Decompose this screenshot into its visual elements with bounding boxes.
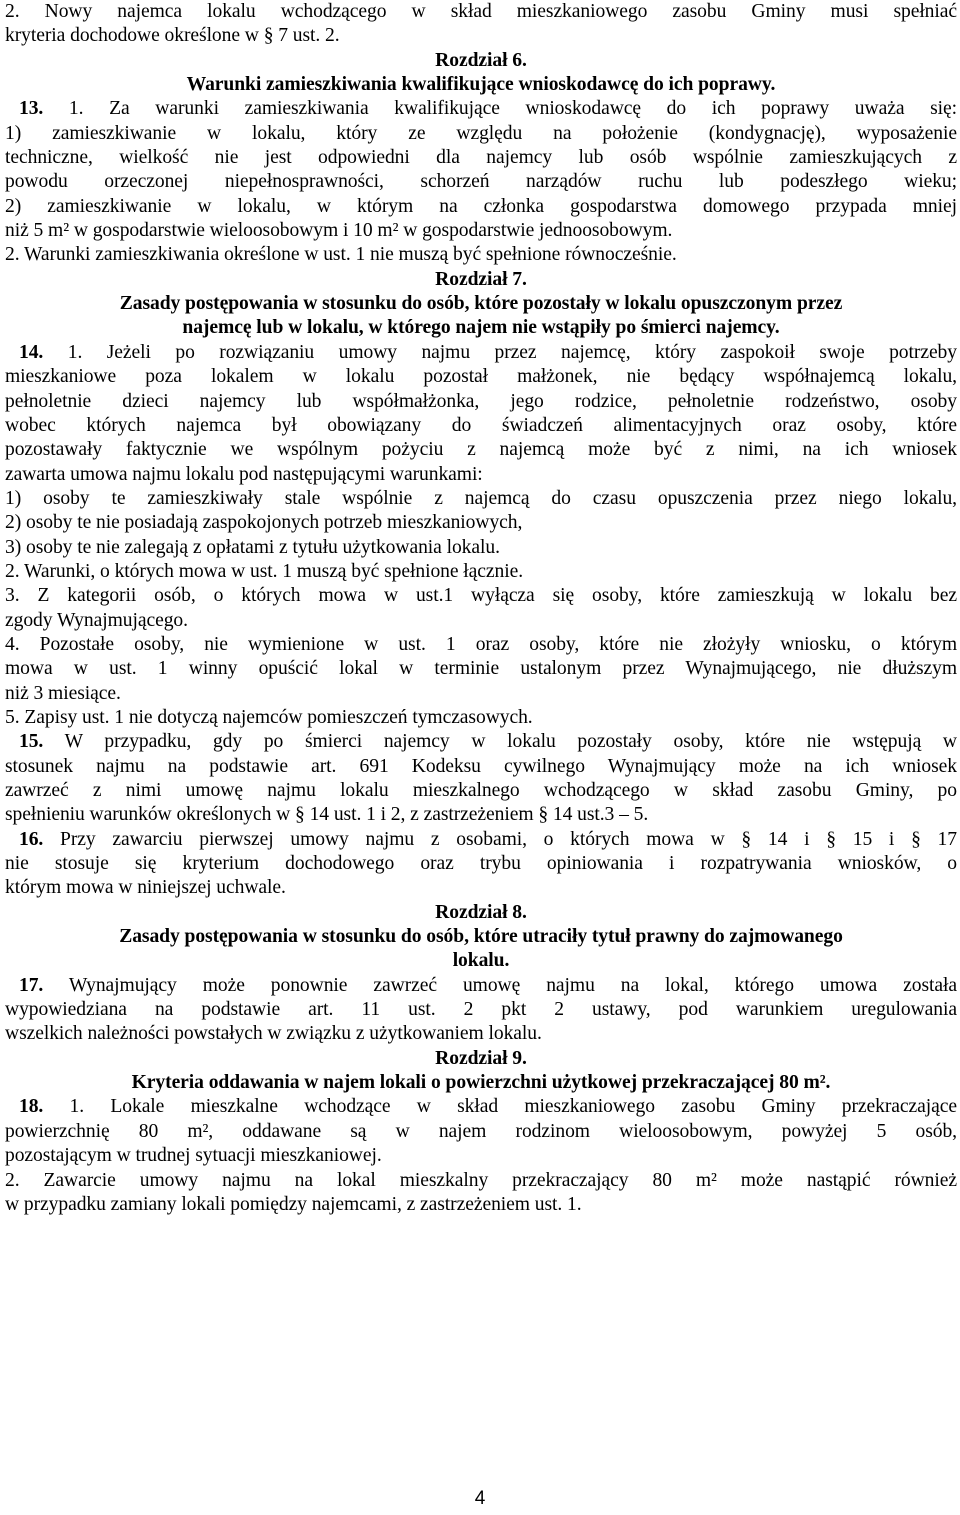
paragraph-line: pełnoletnie dzieci najemcy lub współmałżonka, jego rodzice, pełnoletnie rodzeństwo, osoby bbox=[5, 390, 957, 412]
section-17-line bbox=[5, 974, 957, 998]
paragraph-line: 2) osoby te nie posiadają zaspokojonych potrzeb mieszkaniowych, bbox=[5, 512, 523, 534]
chapter-heading: Rozdział 8. bbox=[435, 901, 527, 923]
paragraph-line: pozostającym w trudnej sytuacji mieszkaniowej. bbox=[5, 1145, 382, 1167]
paragraph-line: spełnieniu warunków określonych w § 14 ust. 1 i 2, z zastrzeżeniem § 14 ust.3 – 5. bbox=[5, 804, 649, 826]
section-text: Przy zawarciu pierwszej umowy najmu z osobami, o których mowa w § 14 i § 15 i § 17 bbox=[43, 828, 957, 850]
chapter-title: Kryteria oddawania w najem lokali o powierzchni użytkowej przekraczającej 80 m². bbox=[131, 1072, 831, 1094]
chapter-title: Warunki zamieszkiwania kwalifikujące wnioskodawcę do ich poprawy. bbox=[186, 74, 776, 96]
section-18-line bbox=[5, 1095, 957, 1119]
section-16-line bbox=[5, 828, 957, 852]
paragraph-line: powodu orzeczonej niepełnosprawności, schorzeń narządów ruchu lub podeszłego wieku; bbox=[5, 171, 957, 193]
paragraph-line: 2) zamieszkiwanie w lokalu, w którym na członka gospodarstwa domowego przypada mniej bbox=[5, 195, 957, 217]
chapter-title: lokalu. bbox=[452, 950, 510, 972]
section-number: 16. bbox=[19, 828, 44, 850]
paragraph-line: 1) osoby te zamieszkiwały stale wspólnie z najemcą do czasu opuszczenia przez niego lokalu, bbox=[5, 487, 957, 509]
section-13-line bbox=[5, 97, 957, 121]
paragraph-line: wypowiedziana na podstawie art. 11 ust. 2 pkt 2 ustawy, pod warunkiem uregulowania bbox=[5, 999, 957, 1021]
paragraph-line: techniczne, wielkość nie jest odpowiedni dla najemcy lub osób wspólnie zamieszkujących z bbox=[5, 147, 957, 169]
paragraph-line: 4. Pozostałe osoby, nie wymienione w ust. 1 oraz osoby, które nie złożyły wniosku, o którym bbox=[5, 633, 957, 655]
paragraph-line: wobec których najemca był obowiązany do świadczeń alimentacyjnych oraz osoby, które bbox=[5, 414, 957, 436]
paragraph-line: 2. Warunki, o których mowa w ust. 1 muszą być spełnione łącznie. bbox=[5, 560, 524, 582]
section-14-line bbox=[5, 341, 957, 365]
paragraph-line: mowa w ust. 1 winny opuścić lokal w terminie ustalonym przez Wynajmującego, nie dłuższym bbox=[5, 658, 957, 680]
paragraph-line: 3) osoby te nie zalegają z opłatami z tytułu użytkowania lokalu. bbox=[5, 536, 500, 558]
section-text: 1. Za warunki zamieszkiwania kwalifikujące wnioskodawcę do ich poprawy uważa się: bbox=[43, 98, 957, 120]
chapter-title: Zasady postępowania w stosunku do osób, które pozostały w lokalu opuszczonym przez bbox=[119, 293, 843, 315]
section-number: 17. bbox=[19, 974, 44, 996]
paragraph-line: w przypadku zamiany lokali pomiędzy najemcami, z zastrzeżeniem ust. 1. bbox=[5, 1193, 582, 1215]
section-text: Wynajmujący może ponownie zawrzeć umowę najmu na lokal, którego umowa została bbox=[43, 974, 957, 996]
paragraph-line: 1) zamieszkiwanie w lokalu, który ze względu na położenie (kondygnację), wyposażenie bbox=[5, 122, 957, 144]
paragraph-line: nie stosuje się kryterium dochodowego oraz trybu opiniowania i rozpatrywania wniosków, o bbox=[5, 853, 957, 875]
section-text: 1. Lokale mieszkalne wchodzące w skład mieszkaniowego zasobu Gminy przekraczające bbox=[43, 1096, 957, 1118]
paragraph-line: którym mowa w niniejszej uchwale. bbox=[5, 877, 286, 899]
paragraph-line: 2. Nowy najemca lokalu wchodzącego w skład mieszkaniowego zasobu Gminy musi spełniać bbox=[5, 1, 957, 22]
chapter-heading: Rozdział 6. bbox=[435, 49, 527, 71]
paragraph-line: 3. Z kategorii osób, o których mowa w ust.1 wyłącza się osoby, które zamieszkują w lokalu bez bbox=[5, 585, 957, 607]
paragraph-line: pozostawały faktycznie we wspólnym pożyciu z najemcą może być z nimi, na ich wniosek bbox=[5, 439, 957, 461]
section-text: W przypadku, gdy po śmierci najemcy w lokalu pozostały osoby, które nie wstępują w bbox=[43, 731, 957, 753]
chapter-title: Zasady postępowania w stosunku do osób, które utraciły tytuł prawny do zajmowanego bbox=[119, 926, 843, 948]
section-number: 13. bbox=[19, 98, 44, 120]
chapter-title: najemcę lub w lokalu, w którego najem nie wstąpiły po śmierci najemcy. bbox=[182, 317, 780, 339]
paragraph-line: kryteria dochodowe określone w § 7 ust. 2. bbox=[5, 25, 340, 47]
paragraph-line: wszelkich należności powstałych w związku z użytkowaniem lokalu. bbox=[5, 1023, 542, 1045]
paragraph-line: zawrzeć z nimi umowę najmu lokalu mieszkalnego wchodzącego w skład zasobu Gminy, po bbox=[5, 780, 957, 801]
paragraph-line: zgody Wynajmującego. bbox=[5, 609, 188, 631]
section-15-line bbox=[5, 730, 957, 754]
chapter-heading: Rozdział 9. bbox=[435, 1047, 527, 1069]
document-body bbox=[5, 0, 957, 1217]
paragraph-line: niż 3 miesiące. bbox=[5, 682, 121, 704]
section-number: 15. bbox=[19, 731, 44, 753]
section-text: 1. Jeżeli po rozwiązaniu umowy najmu przez najemcę, który zaspokoił swoje potrzeby bbox=[43, 341, 957, 363]
paragraph-line: 2. Zawarcie umowy najmu na lokal mieszkalny przekraczający 80 m² może nastąpić również bbox=[5, 1169, 957, 1191]
page-number: 4 bbox=[474, 1488, 486, 1509]
paragraph-line: mieszkaniowe poza lokalem w lokalu pozostał małżonek, nie będący współnajemcą lokalu, bbox=[5, 366, 957, 388]
paragraph-line: 5. Zapisy ust. 1 nie dotyczą najemców pomieszczeń tymczasowych. bbox=[5, 706, 533, 728]
paragraph-line: stosunek najmu na podstawie art. 691 Kodeksu cywilnego Wynajmujący może na ich wniosek bbox=[5, 755, 957, 777]
paragraph-line: zawarta umowa najmu lokalu pod następującymi warunkami: bbox=[5, 463, 483, 485]
section-number: 18. bbox=[19, 1096, 44, 1118]
section-number: 14. bbox=[19, 341, 44, 363]
paragraph-line: niż 5 m² w gospodarstwie wieloosobowym i 10 m² w gospodarstwie jednoosobowym. bbox=[5, 220, 673, 242]
paragraph-line: 2. Warunki zamieszkiwania określone w ust. 1 nie muszą być spełnione równocześnie. bbox=[5, 244, 677, 266]
chapter-heading: Rozdział 7. bbox=[435, 268, 527, 290]
paragraph-line: powierzchnię 80 m², oddawane są w najem rodzinom wieloosobowym, powyżej 5 osób, bbox=[5, 1120, 957, 1142]
